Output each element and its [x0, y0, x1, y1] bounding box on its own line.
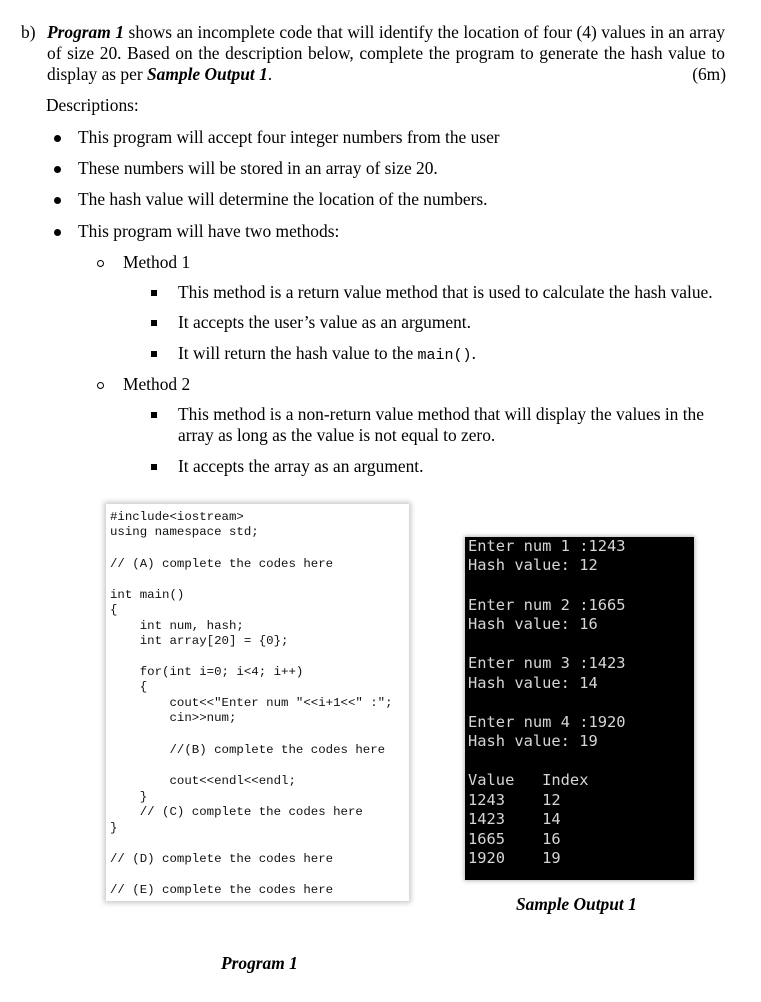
list-item	[178, 404, 730, 446]
bullet-text: This program will accept four integer numbers from the user	[78, 127, 500, 147]
question-body: shows an incomplete code that will identify the location of four (4) values in an array of size 20. Based on the description below, complete the program to generate the hash value to display as per	[47, 22, 725, 84]
console-line: Hash value: 19	[468, 732, 598, 750]
console-line: 1423 14	[468, 810, 561, 828]
console-line: Value Index	[468, 771, 589, 789]
list-item	[78, 221, 339, 242]
square-bullet-icon	[151, 351, 157, 357]
console-line: Enter num 4 :1920	[468, 713, 626, 731]
code-line: int main()	[110, 588, 185, 602]
bullet-text: It accepts the user’s value as an argument.	[178, 312, 471, 332]
method-2-item	[123, 374, 190, 395]
bullet-icon	[54, 135, 61, 142]
bullet-text: The hash value will determine the location of the numbers.	[78, 189, 488, 209]
console-line: Enter num 1 :1243	[468, 537, 626, 555]
code-line: cout<<endl<<endl;	[110, 774, 296, 788]
square-bullet-icon	[151, 464, 157, 470]
bullet-end: .	[471, 343, 476, 363]
bullet-text: This method is a return value method that is used to calculate the hash value.	[178, 282, 713, 302]
console-line: 1665 16	[468, 830, 561, 848]
list-item	[178, 282, 738, 303]
code-line: // (D) complete the codes here	[110, 852, 334, 866]
bullet-icon	[54, 229, 61, 236]
code-line: cin>>num;	[110, 711, 237, 725]
square-bullet-icon	[151, 412, 157, 418]
circle-bullet-icon	[97, 260, 104, 267]
marks-label: (6m)	[692, 64, 726, 84]
question-label: b)	[21, 22, 36, 42]
code-line: cout<<"Enter num "<<i+1<<" :";	[110, 696, 393, 710]
code-line: {	[110, 680, 148, 694]
list-item	[78, 189, 488, 210]
question-text	[47, 22, 725, 85]
console-line: Hash value: 16	[468, 615, 598, 633]
bullet-text: These numbers will be stored in an array of size 20.	[78, 158, 438, 178]
main-code: main()	[417, 347, 472, 364]
sample-ref: Sample Output 1	[146, 64, 268, 84]
console-line: Hash value: 12	[468, 556, 598, 574]
question-end: .	[267, 64, 273, 84]
list-item	[78, 127, 500, 148]
code-line: {	[110, 603, 118, 617]
bullet-text: This program will have two methods:	[78, 221, 340, 241]
bullet-icon	[54, 197, 61, 204]
code-line: int array[20] = {0};	[110, 634, 289, 648]
code-line: for(int i=0; i<4; i++)	[110, 665, 304, 679]
code-line: }	[110, 821, 118, 835]
console-line: 1920 19	[468, 849, 561, 867]
code-line: using namespace std;	[110, 525, 259, 539]
code-line: // (A) complete the codes here	[110, 557, 334, 571]
code-line: }	[110, 790, 148, 804]
bullet-text: It accepts the array as an argument.	[178, 456, 424, 476]
list-item	[178, 343, 476, 366]
square-bullet-icon	[151, 290, 157, 296]
code-line: // (C) complete the codes here	[110, 805, 363, 819]
console-output	[465, 537, 694, 880]
console-line: 1243 12	[468, 791, 561, 809]
code-line: // (E) complete the codes here	[110, 883, 334, 897]
method-2-label: Method 2	[123, 374, 191, 394]
console-line: Enter num 3 :1423	[468, 654, 626, 672]
bullet-text: This method is a non-return value method that will display the values in the array as long as the value is not equal to zero.	[178, 404, 704, 445]
code-line: //(B) complete the codes here	[110, 743, 386, 757]
method-1-item	[123, 252, 190, 273]
program-ref: Program 1	[47, 22, 125, 42]
code-line: #include<iostream>	[110, 510, 244, 524]
console-line: Hash value: 14	[468, 674, 598, 692]
method-1-label: Method 1	[123, 252, 191, 272]
bullet-text: It will return the hash value to the	[178, 343, 418, 363]
console-line: Enter num 2 :1665	[468, 596, 626, 614]
circle-bullet-icon	[97, 382, 104, 389]
list-item	[178, 456, 423, 477]
code-listing	[106, 504, 409, 901]
square-bullet-icon	[151, 320, 157, 326]
descriptions-title: Descriptions:	[46, 95, 139, 115]
list-item	[178, 312, 471, 333]
bullet-icon	[54, 166, 61, 173]
sample-output-caption: Sample Output 1	[516, 894, 637, 914]
code-line: int num, hash;	[110, 619, 244, 633]
list-item	[78, 158, 438, 179]
program-caption: Program 1	[221, 953, 298, 973]
